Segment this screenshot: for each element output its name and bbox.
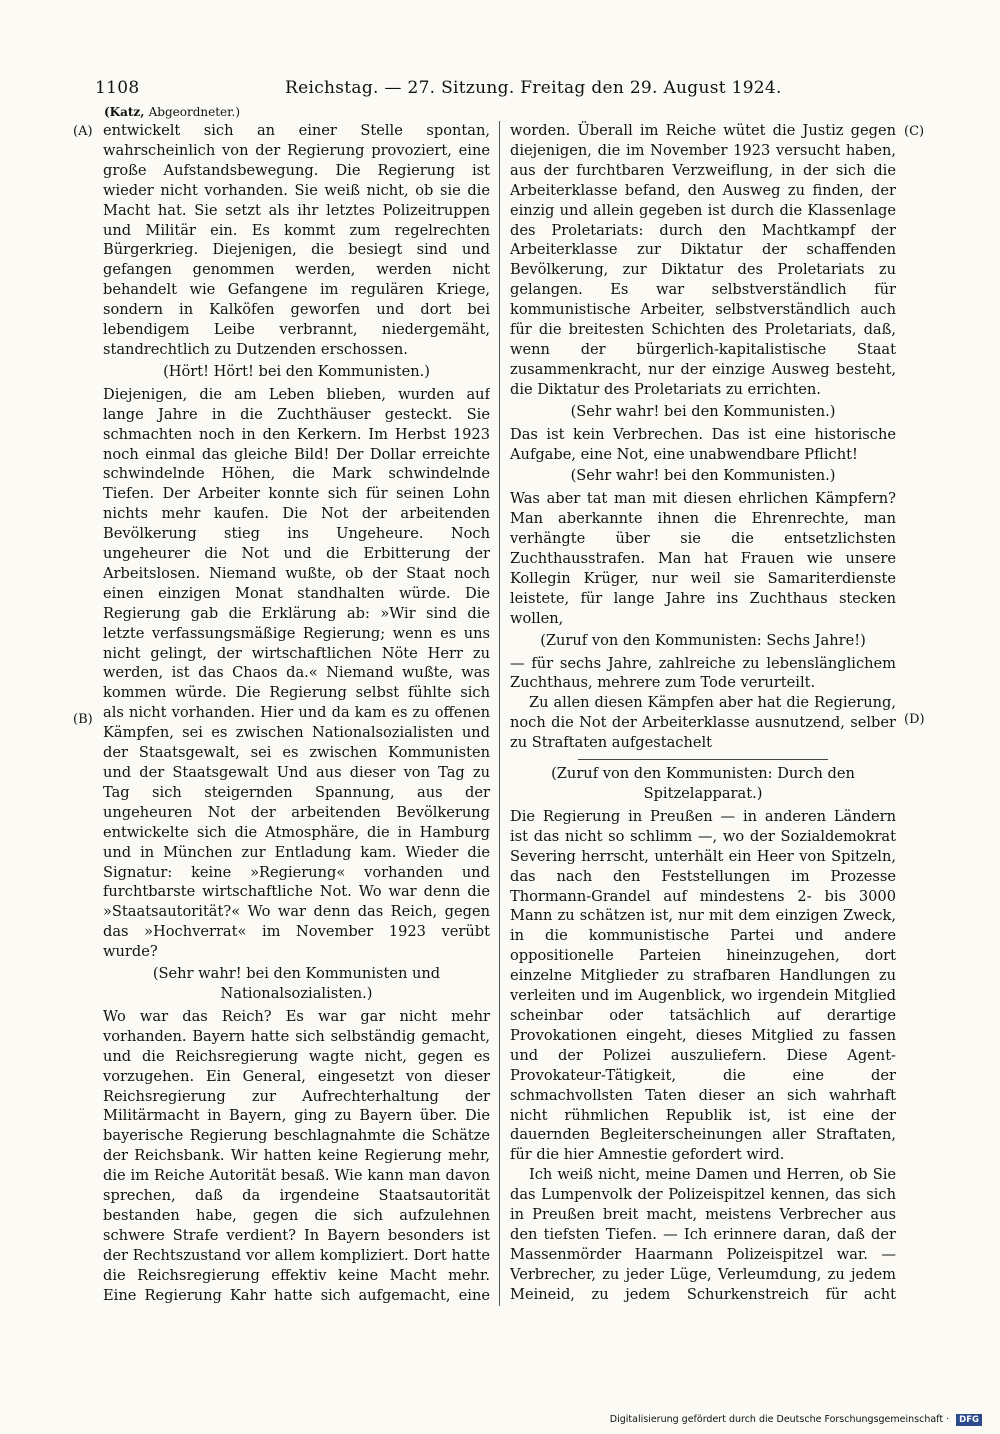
paragraph: Das ist kein Verbrechen. Das ist eine historische Aufgabe, eine Not, eine unabwendbare Pflicht!	[510, 425, 896, 463]
margin-marker-a: (A)	[73, 124, 93, 139]
interjection: (Zuruf von den Kommunisten: Sechs Jahre!)	[540, 631, 866, 649]
paragraph: Wo war das Reich? Es war gar nicht mehr vorhanden. Bayern hatte sich selbständig gemacht, und die Reichsregierung wagte nicht, gegen es vorzugehen. Ein General, eingesetzt von dieser Reichsregierung zur Aufrechterhaltung der Militärmacht in Bayern, ging zu Bayern über. Die bayerische Regierung beschlagnahmte die Schätze der Reichsbank. Wir hatten keine Regierung mehr, die im Reiche Autorität besaß. Wie kann man davon sprechen, daß da irgendeine Staatsautorität bestanden habe, gegen die sich aufzulehnen schwere Strafe verdient? In Bayern besonders ist der Rechtszustand vor allem kompliziert. Dort hatte die Reichsregierung effektiv keine Macht mehr. Eine Regierung Kahr hatte sich aufgemacht, eine	[103, 1007, 490, 1304]
credit-text: Digitalisierung gefördert durch die Deutsche Forschungsgemeinschaft ·	[609, 1414, 950, 1425]
digitization-credit	[610, 1413, 982, 1427]
page-header	[95, 76, 905, 100]
margin-marker-d: (D)	[904, 712, 925, 727]
dfg-logo: DFG	[956, 1414, 982, 1426]
left-column	[103, 121, 490, 1306]
interjection: (Sehr wahr! bei den Kommunisten.)	[570, 402, 836, 420]
paragraph: Ich weiß nicht, meine Damen und Herren, ob Sie das Lumpenvolk der Polizeispitzel kennen, das sich in Preußen breit macht, meistens Verbrecher aus den tiefsten Tiefen. — Ich erinnere daran, daß der Massenmörder Haarmann Polizeispitzel war. — Verbrecher, zu jeder Lüge, Verleumdung, zu jedem Meineid, zu jedem Schurkenstreich für acht	[510, 1166, 896, 1303]
paragraph: Was aber tat man mit diesen ehrlichen Kämpfern? Man aberkannte ihnen die Ehrenrechte, man verhängte über sie die entsetzlichsten Zuchthausstrafen. Man hat Frauen wie unsere Kollegin Krüger, nur weil sie Samariterdienste leistete, für lange Jahre ins Zuchthaus stecken wollen,	[510, 490, 896, 627]
margin-marker-c: (C)	[904, 124, 925, 139]
column-divider	[499, 121, 500, 1306]
right-column	[510, 121, 896, 1306]
interjection: (Sehr wahr! bei den Kommunisten und Nationalsozialisten.)	[152, 965, 441, 1002]
interjection: (Hört! Hört! bei den Kommunisten.)	[163, 362, 430, 380]
interjection: (Zuruf von den Kommunisten: Durch den Spitzelapparat.)	[551, 765, 855, 802]
paragraph-continued: worden. Überall im Reiche wütet die Justiz gegen diejenigen, die im November 1923 versucht haben, aus der furchtbaren Verzweiflung, in der sich die Arbeiterklasse befand, den Ausweg zu finden, der einzig und allein gegeben ist durch die Klassenlage des Proletariats: durch den Machtkampf der Arbeiterklasse zur Diktatur der schaffenden Bevölkerung, zur Diktatur des Proletariats zu gelangen. Es war selbstverständlich für kommunistische Arbeiter, selbstverständlich auch für die breitesten Schichten des Proletariats, daß, wenn der bürgerlich-kapitalistische Staat zusammenkracht, nur der einzige Ausweg besteht, die Diktatur des Proletariats zu errichten.	[510, 122, 896, 398]
speaker-role: Abgeordneter.)	[148, 105, 241, 119]
margin-marker-b: (B)	[73, 712, 93, 727]
paragraph: Diejenigen, die am Leben blieben, wurden auf lange Jahre in die Zuchthäuser gesteckt. Sie schmachten noch in den Kerkern. Im Herbst 1923 noch einmal das gleiche Bild! Der Dollar erreichte schwindelnde Höhen, die Mark schwindelnde Tiefen. Der Arbeiter konnte sich für seinen Lohn nichts mehr kaufen. Die Not der arbeitenden Bevölkerung stieg ins Ungeheure. Noch ungeheurer die Not und die Erbitterung der Arbeitslosen. Niemand wußte, ob der Staat noch einen einzigen Monat standhalten würde. Die Regierung gab die Erklärung ab: »Wir sind die letzte verfassungsmäßige Regierung; wenn es uns nicht gelingt, der wirtschaftlichen Nöte Herr zu werden, ist das Chaos da.« Niemand wußte, was kommen würde. Die Regierung selbst fühlte sich als nicht vorhanden. Hier und da kam es zu offenen Kämpfen, sei es zwischen Nationalsozialisten und der Staatsgewalt, sei es zwischen Kommunisten und der Staatsgewalt Und aus dieser von Tag zu Tag sich steigernden Spannung, aus der ungeheuren Not der arbeitenden Bevölkerung entwickelte sich die Atmosphäre, die in Hamburg und in München zur Entladung kam. Wieder die Signatur: keine »Regierung« vorhanden und furchtbarste wirtschaftliche Not. Wo war denn die »Staatsautorität?« Wo war denn das Reich, gegen das »Hochverrat« im November 1923 verübt wurde?	[103, 385, 490, 961]
paragraph: Die Regierung in Preußen — in anderen Ländern ist das nicht so schlimm —, wo der Sozialdemokrat Severing herrscht, unterhält ein Heer von Spitzeln, das nach den Feststellungen im Prozesse Thormann-Grandel auf mindestens 2- bis 3000 Mann zu schätzen ist, nur mit dem einzigen Zweck, in die kommunistische Partei und andere oppositionelle Parteien hineinzugehen, dort einzelne Mitglieder zu strafbaren Handlungen zu verleiten und im Augenblick, wo irgendein Mitglied scheinbar oder tatsächlich auf derartige Provokationen eingeht, dieses Mitglied zu fassen und der Polizei auszuliefern. Diese Agent-Provokateur-Tätigkeit, die eine der schmachvollsten Taten dieser an sich wahrhaft nicht rühmlichen Republik ist, ist eine der dauernden Begleiterscheinungen aller Straftaten, für die hier Amnestie gefordert wird.	[510, 807, 896, 1164]
page-number: 1108	[95, 78, 140, 98]
speaker-label	[104, 104, 240, 120]
paragraph: Zu allen diesen Kämpfen aber hat die Regierung, noch die Not der Arbeiterklasse ausnutzend, selber zu Straftaten aufgestachelt	[510, 694, 896, 752]
paragraph-continued: entwickelt sich an einer Stelle spontan, wahrscheinlich von der Regierung provoziert, eine große Aufstandsbewegung. Die Regierung ist wieder nicht vorhanden. Sie weiß nicht, ob sie die Macht hat. Sie setzt als ihr letztes Polizeitruppen und Militär ein. Es kommt zum regelrechten Bürgerkrieg. Diejenigen, die besiegt sind und gefangen genommen werden, werden nicht behandelt wie Gefangene im regulären Kriege, sondern in Kalköfen geworfen und dort bei lebendigem Leibe verbrannt, niedergemäht, standrechtlich zu Dutzenden erschossen.	[103, 122, 490, 358]
section-divider	[578, 759, 828, 760]
interjection: (Sehr wahr! bei den Kommunisten.)	[570, 467, 836, 485]
speaker-name: (Katz,	[104, 105, 145, 119]
running-title: Reichstag. — 27. Sitzung. Freitag den 29. August 1924.	[285, 78, 782, 98]
paragraph: — für sechs Jahre, zahlreiche zu lebenslänglichem Zuchthaus, mehrere zum Tode verurteilt.	[510, 654, 896, 692]
